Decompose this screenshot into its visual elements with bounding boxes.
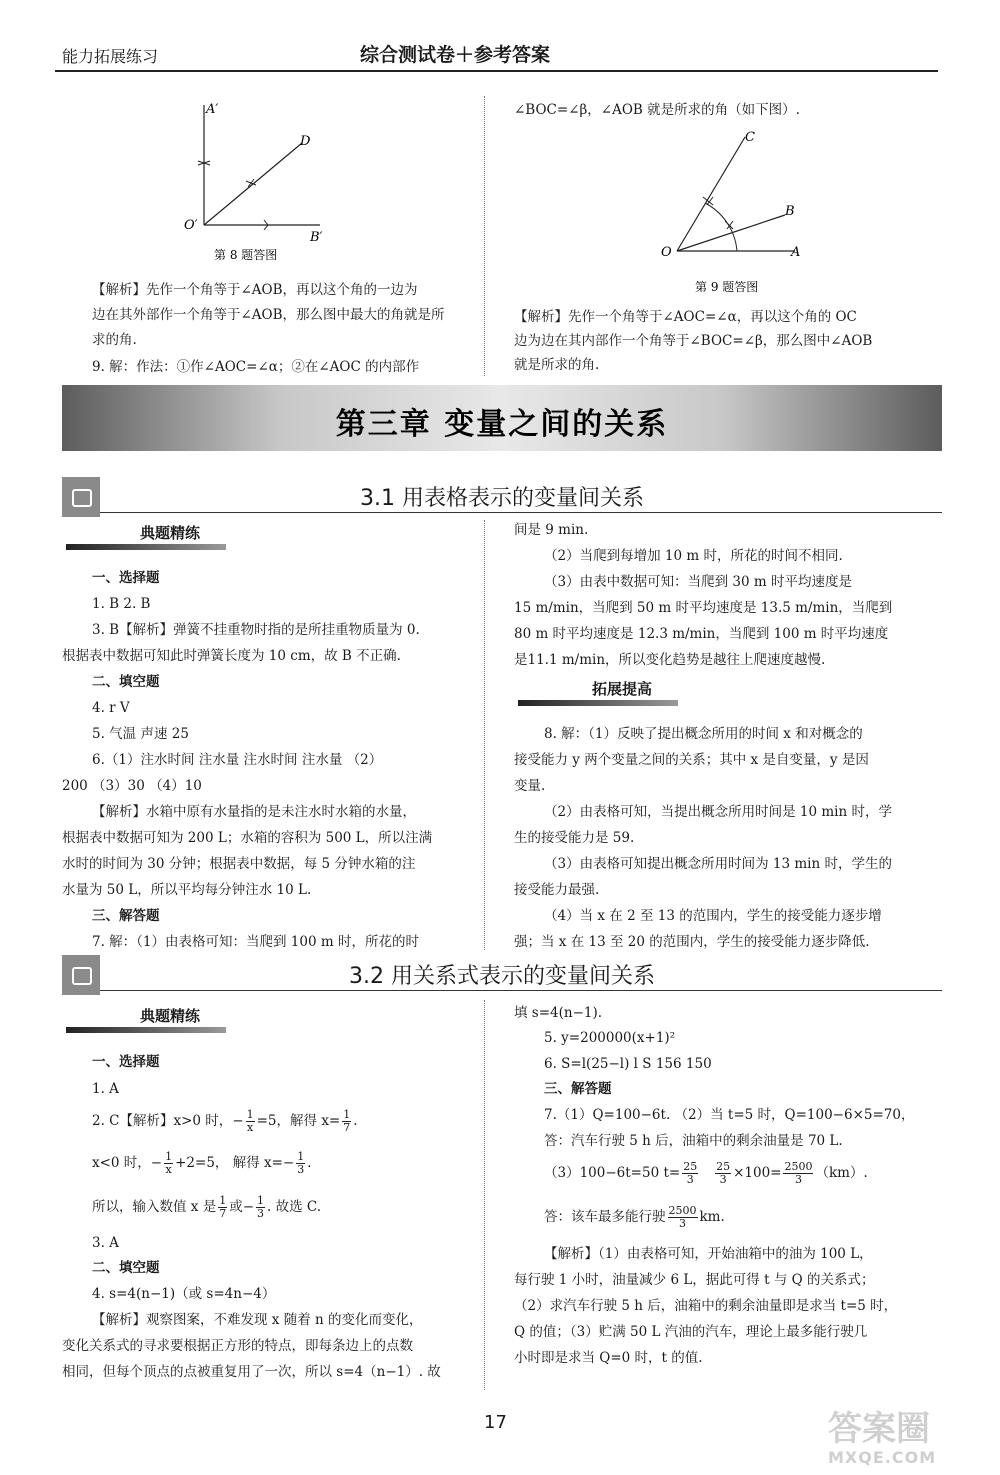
tag-decoration — [66, 544, 226, 550]
text-line: 求的角. — [92, 332, 137, 348]
text-line: 每行驶 1 小时，油量减少 6 L，据此可得 t 与 Q 的关系式； — [514, 1272, 875, 1288]
text-line: 二、填空题 — [92, 674, 160, 690]
fraction: $\frac{2500}{3}$ — [784, 1160, 813, 1186]
page-number: 17 — [484, 1412, 507, 1433]
fraction: $\frac{25}{3}$ — [683, 1160, 698, 1186]
text-line: 二、填空题 — [92, 1260, 160, 1276]
watermark-logo — [828, 1410, 988, 1470]
column-divider — [484, 96, 485, 376]
fraction: $\frac{1}{x}$ — [246, 1108, 254, 1134]
chapter-title: 第三章 变量之间的关系 — [335, 407, 669, 442]
text-line: 三、解答题 — [544, 1081, 612, 1097]
header-rule — [55, 70, 938, 72]
text-line: 相同，但每个顶点的点被重复用了一次，所以 s=4（n−1）. 故 — [62, 1364, 441, 1380]
section-3-1-title: 3.1 用表格表示的变量间关系 — [360, 486, 644, 511]
text-line: 15 m/min，当爬到 50 m 时平均速度是 13.5 m/min，当爬到 — [514, 600, 893, 616]
tag-dianti-jinglian: 典题精练 — [140, 1007, 201, 1025]
text-line: 变量. — [514, 778, 546, 794]
text-line: 8. 解：（1）反映了提出概念所用的时间 x 和对概念的 — [544, 726, 863, 742]
text-line: 3. B【解析】弹簧不挂重物时指的是所挂重物质量为 0. — [92, 622, 420, 638]
text-line: 一、选择题 — [92, 1054, 160, 1070]
text-line: 【解析】先作一个角等于∠AOC=∠α，再以这个角的 OC — [514, 309, 857, 325]
section-3-2-title: 3.2 用关系式表示的变量间关系 — [349, 964, 655, 989]
tag-decoration — [518, 700, 678, 706]
fig9-caption: 第 9 题答图 — [695, 280, 759, 294]
text-line: 就是所求的角. — [514, 357, 600, 373]
fig8-label-o: O′ — [184, 218, 198, 233]
section-rule — [100, 990, 942, 991]
text-line: 接受能力最强. — [514, 882, 600, 898]
text-line: 200 （3）30 （4）10 — [62, 778, 202, 794]
text-line: 5. 气温 声速 25 — [92, 726, 189, 742]
section-rule — [100, 512, 942, 513]
watermark-logo-text: 答案圈 — [828, 1409, 930, 1449]
text-line: 6.（1）注水时间 注水量 注水时间 注水量 （2） — [92, 752, 383, 768]
text-line: 4. s=4(n−1)（或 s=4n−4） — [92, 1286, 276, 1302]
text-line: 7. 解：（1）由表格可知：当爬到 100 m 时，所花的时 — [92, 934, 419, 950]
text-line: 填 s=4(n−1). — [514, 1005, 603, 1021]
text-line: （2）由表格可知，当提出概念所用时间是 10 min 时，学 — [544, 804, 892, 820]
text-line: 生的接受能力是 59. — [514, 830, 635, 846]
text-line: 接受能力 y 两个变量之间的关系；其中 x 是自变量，y 是因 — [514, 752, 869, 768]
column-divider — [484, 1000, 485, 1390]
text-line: 间是 9 min. — [514, 522, 589, 538]
text-line: （3）由表中数据可知：当爬到 30 m 时平均速度是 — [544, 574, 852, 590]
text-line: 5. y=200000(x+1)² — [544, 1030, 676, 1046]
header-book-title: 综合测试卷＋参考答案 — [360, 44, 551, 66]
text-line: 【解析】先作一个角等于∠AOB，再以这个角的一边为 — [92, 282, 418, 298]
text-line: （2）当爬到每增加 10 m 时，所花的时间不相同. — [544, 548, 843, 564]
text-line: 7.（1）Q=100−6t. （2）当 t=5 时，Q=100−6×5=70， — [544, 1107, 915, 1123]
text-line: 1. B 2. B — [92, 596, 151, 612]
text-line: 边在其外部作一个角等于∠AOB，那么图中最大的角就是所 — [92, 307, 445, 323]
tag-tuozhan-tigao: 拓展提高 — [592, 680, 653, 698]
fig8-label-d: D — [300, 134, 311, 149]
fig9-label-b: B — [785, 204, 795, 219]
text-line: 【解析】水箱中原有水量指的是未注水时水箱的水量， — [92, 804, 416, 820]
fraction: $\frac{25}{3}$ — [716, 1160, 731, 1186]
question-2-line-3: 所以，输入数值 x 是 $\frac{1}{7}$ 或− $\frac{1}{3}$ . 故选 C. — [92, 1194, 322, 1220]
header-series-title: 能力拓展练习 — [62, 47, 159, 66]
text-line: 【解析】（1）由表格可知，开始油箱中的油为 100 L， — [544, 1246, 873, 1262]
question-2-line-2: x<0 时，− $\frac{1}{x}$ +2=5， 解得 x=− $\frac{1}{3}$ . — [92, 1150, 312, 1176]
text-line: 边为边在其内部作一个角等于∠BOC=∠β，那么图中∠AOB — [514, 333, 873, 349]
text-line: 变化关系式的寻求要根据正方形的特点，即每条边上的点数 — [62, 1338, 413, 1354]
fig8-caption: 第 8 题答图 — [214, 248, 278, 262]
text-line: （2）求汽车行驶 5 h 后，油箱中的剩余油量即是求当 t=5 时， — [514, 1298, 898, 1314]
text-line: 水时的时间为 30 分钟；根据表中数据，每 5 分钟水箱的注 — [62, 856, 416, 872]
section-3-2-header — [62, 955, 942, 995]
text-line: 水量为 50 L，所以平均每分钟注水 10 L. — [62, 882, 312, 898]
fraction: $\frac{1}{3}$ — [297, 1150, 305, 1176]
fig8-label-a: A′ — [206, 102, 219, 117]
fig8-label-b: B′ — [310, 230, 323, 245]
text-line: （3）由表格可知提出概念所用时间为 13 min 时，学生的 — [544, 856, 892, 872]
tag-dianti-jinglian: 典题精练 — [140, 524, 201, 542]
text-line: 一、选择题 — [92, 570, 160, 586]
chapter-banner — [62, 385, 942, 451]
section-3-1-header — [62, 477, 942, 517]
text-line: 三、解答题 — [92, 908, 160, 924]
text-line: 【解析】观察图案，不难发现 x 随着 n 的变化而变化， — [92, 1312, 423, 1328]
text-line: 4. r V — [92, 700, 130, 716]
text-line: 根据表中数据可知为 200 L；水箱的容积为 500 L，所以注满 — [62, 830, 433, 846]
text-line: 6. S=l(25−l) l S 156 150 — [544, 1056, 712, 1072]
fraction: $\frac{1}{x}$ — [165, 1150, 173, 1176]
fraction: $\frac{2500}{3}$ — [668, 1204, 697, 1230]
fig9-label-a: A — [791, 245, 801, 260]
figure-9-diagram — [655, 125, 815, 300]
text-line: （4）当 x 在 2 至 13 的范围内，学生的接受能力逐步增 — [544, 908, 882, 924]
fraction: $\frac{1}{7}$ — [343, 1108, 351, 1134]
text-line: 是11.1 m/min，所以变化趋势是越往上爬速度越慢. — [514, 652, 826, 668]
text-line: 根据表中数据可知此时弹簧长度为 10 cm，故 B 不正确. — [62, 648, 401, 664]
fraction: $\frac{1}{7}$ — [219, 1194, 227, 1220]
text-line: ∠BOC=∠β，∠AOB 就是所求的角（如下图）. — [514, 102, 800, 118]
text-line: Q 的值；（3）贮满 50 L 汽油的汽车，理论上最多能行驶几 — [514, 1324, 868, 1340]
question-2-line-1: 2. C【解析】x>0 时，− $\frac{1}{x}$ =5，解得 x= $\frac{1}{7}$ . — [92, 1108, 358, 1134]
text-line: 9. 解：作法：①作∠AOC=∠α；②在∠AOC 的内部作 — [92, 359, 420, 375]
watermark-url: MXQE.COM — [828, 1448, 937, 1467]
text-line: 3. A — [92, 1235, 119, 1251]
text-line: 小时即是求当 Q=0 时，t 的值. — [514, 1350, 703, 1366]
column-divider — [484, 520, 485, 950]
text-line: 强；当 x 在 13 至 20 的范围内，学生的接受能力逐步降低. — [514, 934, 870, 950]
text-line: 80 m 时平均速度是 12.3 m/min，当爬到 100 m 时平均速度 — [514, 626, 889, 642]
text-line: 1. A — [92, 1081, 119, 1097]
tag-decoration — [66, 1027, 226, 1033]
text-line: 答：汽车行驶 5 h 后，油箱中的剩余油量是 70 L. — [544, 1133, 843, 1149]
fig9-label-c: C — [745, 130, 755, 145]
fraction: $\frac{1}{3}$ — [257, 1194, 265, 1220]
question-7-answer: 答：该车最多能行驶 $\frac{2500}{3}$ km. — [544, 1204, 725, 1230]
fig9-label-o: O — [661, 245, 672, 260]
question-7-part-3: （3）100−6t=50 t= $\frac{25}{3}$ $\frac{25}{3}$ ×100= $\frac{2500}{3}$ （km）. — [544, 1160, 868, 1186]
figure-8-diagram — [180, 95, 340, 270]
